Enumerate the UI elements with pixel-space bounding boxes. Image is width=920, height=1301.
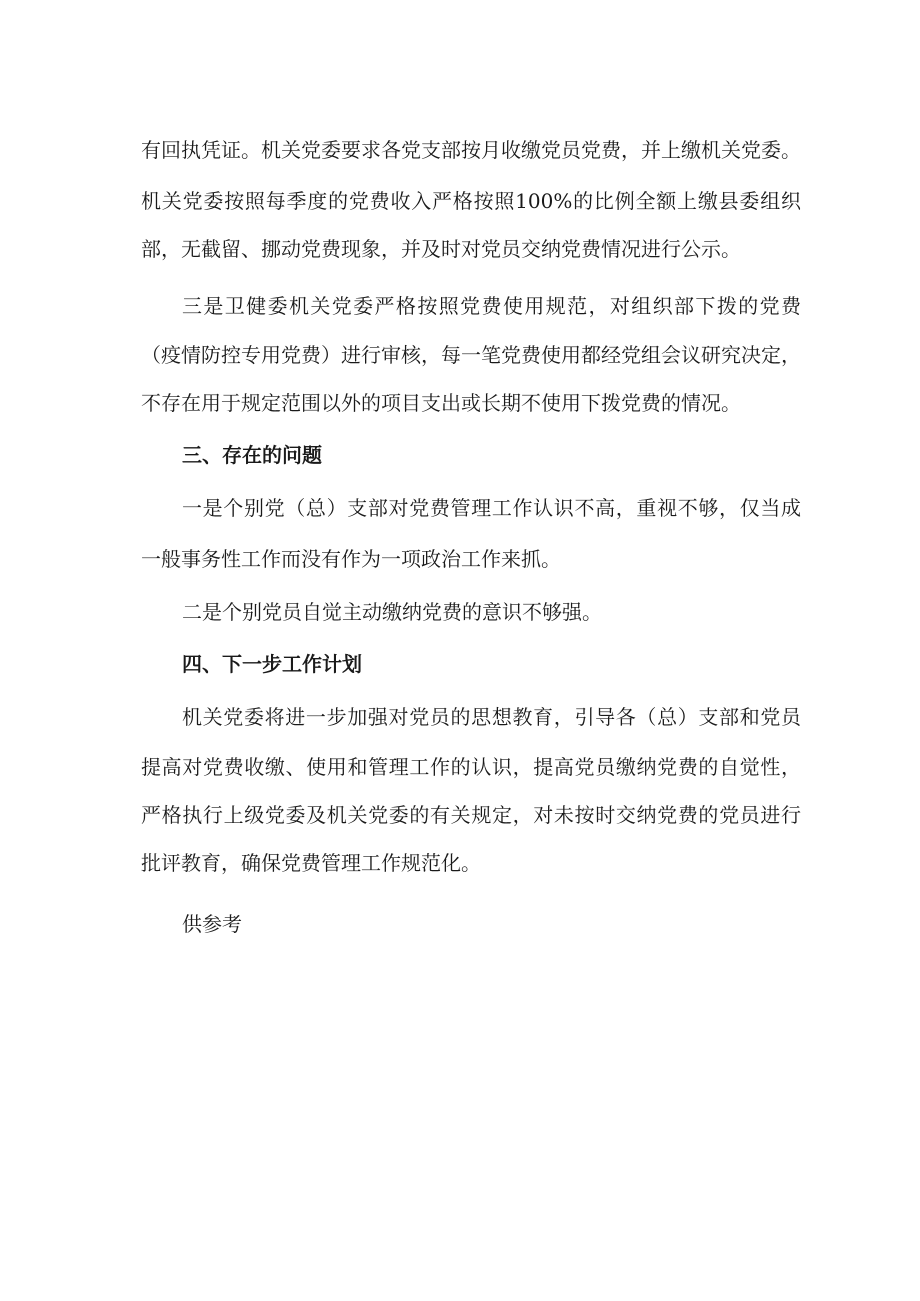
paragraph-1-line-1: 有回执凭证。机关党委要求各党支部按月收缴党员党费，并上缴机关党委。	[141, 138, 801, 162]
paragraph-3-line-2: 一般事务性工作而没有作为一项政治工作来抓。	[141, 547, 561, 571]
paragraph-5-line-1: 机关党委将进一步加强对党员的思想教育，引导各（总）支部和党员	[182, 705, 801, 729]
closing-text: 供参考	[182, 912, 242, 936]
paragraph-3-line-1: 一是个别党（总）支部对党费管理工作认识不高，重视不够，仅当成	[182, 496, 801, 520]
paragraph-1-line-3: 部，无截留、挪动党费现象，并及时对党员交纳党费情况进行公示。	[141, 237, 741, 261]
paragraph-5-line-2: 提高对党费收缴、使用和管理工作的认识，提高党员缴纳党费的自觉性，	[141, 755, 801, 779]
paragraph-2-line-3: 不存在用于规定范围以外的项目支出或长期不使用下拨党费的情况。	[141, 391, 741, 415]
paragraph-2-line-1: 三是卫健委机关党委严格按照党费使用规范，对组织部下拨的党费	[182, 294, 801, 318]
section-heading-problems: 三、存在的问题	[182, 443, 322, 467]
section-heading-next-steps: 四、下一步工作计划	[182, 652, 362, 676]
paragraph-1-line-2: 机关党委按照每季度的党费收入严格按照100%的比例全额上缴县委组织	[141, 189, 801, 213]
paragraph-5-line-3: 严格执行上级党委及机关党委的有关规定，对未按时交纳党费的党员进行	[141, 803, 801, 827]
paragraph-5-line-4: 批评教育，确保党费管理工作规范化。	[141, 851, 481, 875]
paragraph-4-line-1: 二是个别党员自觉主动缴纳党费的意识不够强。	[182, 600, 602, 624]
paragraph-2-line-2: （疫情防控专用党费）进行审核，每一笔党费使用都经党组会议研究决定，	[141, 343, 801, 367]
